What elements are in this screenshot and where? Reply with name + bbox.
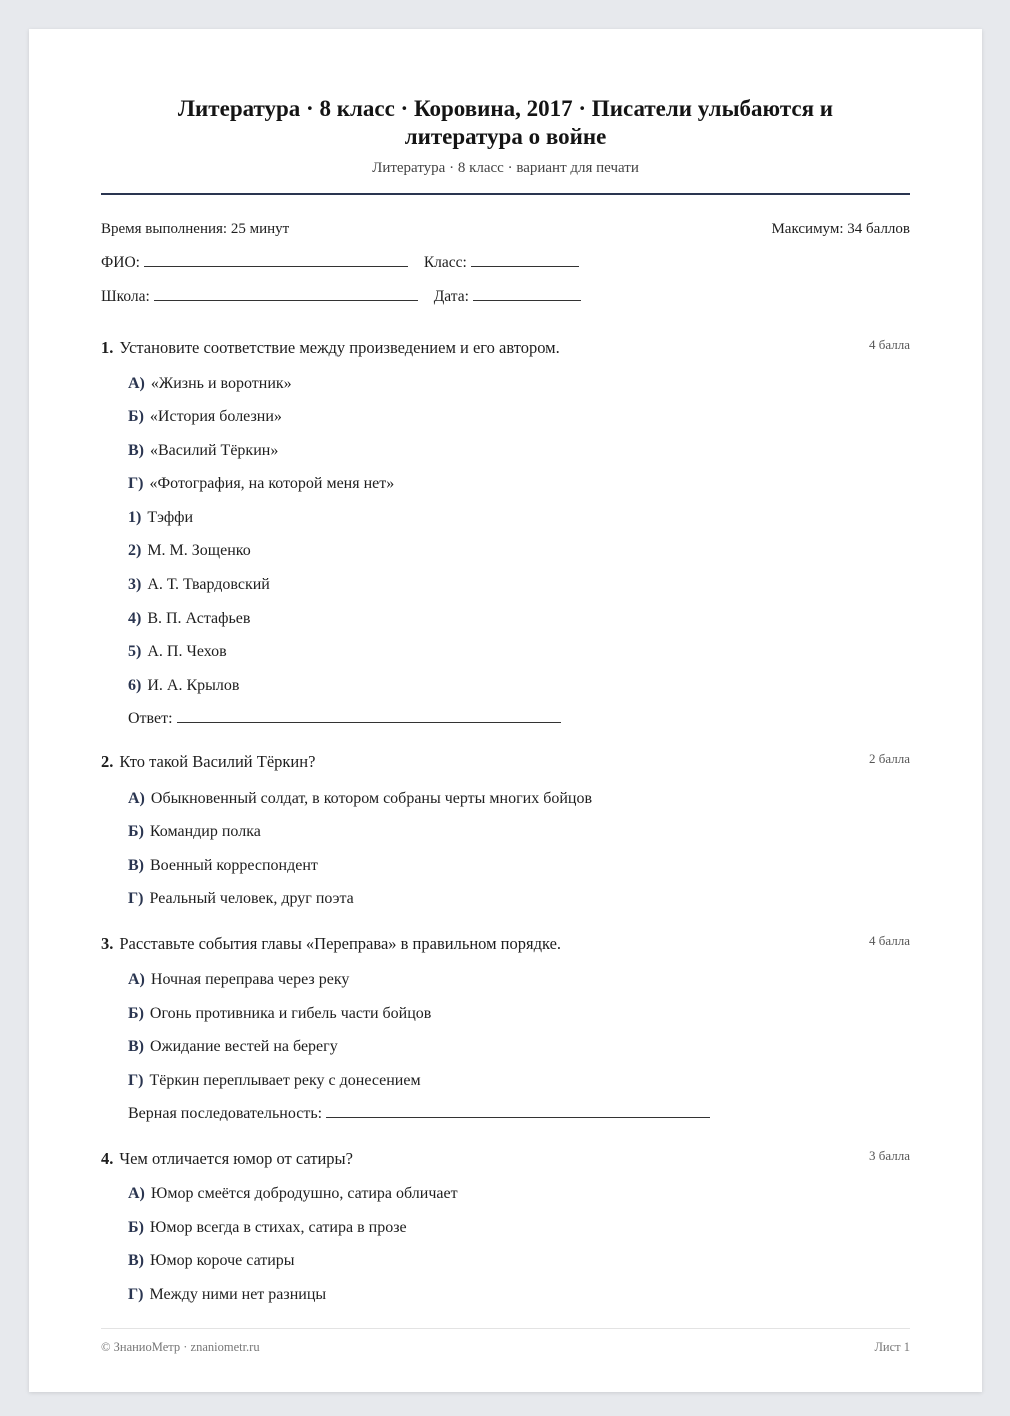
- question-points: 2 балла: [869, 751, 910, 766]
- option-text: Командир полка: [149, 823, 261, 840]
- page-content: [101, 29, 910, 1392]
- question-text: Установите соответствие между произведением и его автором.: [119, 338, 560, 357]
- option-item: [128, 789, 592, 809]
- option-label: В): [128, 1252, 144, 1269]
- option-text: Юмор смеётся добродушно, сатира обличает: [150, 1185, 458, 1202]
- option-text: Ожидание вестей на берегу: [150, 1038, 338, 1055]
- option-item: [128, 1037, 338, 1057]
- option-text: Юмор короче сатиры: [150, 1252, 295, 1269]
- option-label: Г): [128, 1072, 144, 1089]
- fio-line[interactable]: [144, 253, 408, 267]
- answer-row: [128, 709, 561, 729]
- copyright-text: © ЗнаниоМетр · znaniometr.ru: [101, 1340, 260, 1354]
- fio-label: ФИО:: [101, 254, 140, 271]
- option-item: [128, 474, 394, 494]
- option-label: Г): [128, 475, 144, 492]
- option-text: Тёркин переплывает реку с донесением: [149, 1072, 421, 1089]
- option-item: [128, 374, 292, 394]
- option-text: Огонь противника и гибель части бойцов: [149, 1005, 432, 1022]
- option-label: 5): [128, 643, 142, 660]
- fio-class-row: [101, 253, 579, 272]
- option-label: 3): [128, 576, 142, 593]
- school-label: Школа:: [101, 288, 150, 305]
- option-text: И. А. Крылов: [147, 677, 240, 694]
- question-text: Чем отличается юмор от сатиры?: [119, 1149, 353, 1168]
- option-label: Б): [128, 823, 144, 840]
- option-label: Б): [128, 408, 144, 425]
- option-text: В. П. Астафьев: [147, 610, 251, 627]
- option-item: [128, 1218, 407, 1238]
- sheet-number: Лист 1: [874, 1340, 910, 1354]
- question-text: Расставьте события главы «Переправа» в правильном порядке.: [119, 934, 562, 953]
- page-header: [101, 95, 910, 177]
- answer-label: Верная последовательность:: [128, 1105, 323, 1122]
- date-line[interactable]: [473, 287, 581, 301]
- option-item: [128, 407, 282, 427]
- option-item: [128, 889, 354, 909]
- question-header: [101, 752, 910, 772]
- question-header: [101, 1149, 910, 1169]
- question-header: [101, 934, 910, 954]
- option-text: Ночная переправа через реку: [150, 971, 350, 988]
- answer-line[interactable]: [326, 1104, 710, 1118]
- option-text: А. Т. Твардовский: [147, 576, 270, 593]
- option-label: 2): [128, 542, 142, 559]
- option-label: В): [128, 442, 144, 459]
- answer-line[interactable]: [177, 709, 561, 723]
- option-label: 1): [128, 509, 142, 526]
- option-text: «Василий Тёркин»: [150, 442, 279, 459]
- time-limit: Время выполнения: 25 минут: [101, 221, 290, 237]
- answer-row: [128, 1104, 710, 1124]
- option-label: А): [128, 1185, 145, 1202]
- question-points: 4 балла: [869, 337, 910, 352]
- option-text: Тэффи: [147, 509, 194, 526]
- option-text: Между ними нет разницы: [149, 1286, 327, 1303]
- option-text: «История болезни»: [149, 408, 282, 425]
- option-label: Б): [128, 1005, 144, 1022]
- question-text: Кто такой Василий Тёркин?: [119, 752, 316, 771]
- question-points: 4 балла: [869, 933, 910, 948]
- footer-divider: [101, 1328, 910, 1329]
- school-date-row: [101, 287, 581, 306]
- option-item: [128, 541, 251, 561]
- option-text: «Жизнь и воротник»: [150, 375, 292, 392]
- option-label: А): [128, 375, 145, 392]
- answer-label: Ответ:: [128, 710, 173, 727]
- option-label: В): [128, 1038, 144, 1055]
- option-item: [128, 642, 227, 662]
- option-item: [128, 609, 250, 629]
- option-label: В): [128, 857, 144, 874]
- question-number: 1.: [101, 338, 114, 357]
- option-label: Б): [128, 1219, 144, 1236]
- question-1: [101, 337, 910, 727]
- class-label: Класс:: [423, 254, 467, 271]
- option-item: [128, 1285, 326, 1305]
- question-4: [101, 1148, 910, 1303]
- school-line[interactable]: [154, 287, 418, 301]
- option-item: [128, 676, 239, 696]
- question-2: [101, 751, 910, 907]
- option-item: [128, 1251, 295, 1271]
- option-text: Юмор всегда в стихах, сатира в прозе: [149, 1219, 407, 1236]
- option-text: А. П. Чехов: [147, 643, 227, 660]
- option-text: Реальный человек, друг поэта: [149, 890, 354, 907]
- max-score: Максимум: 34 баллов: [771, 221, 910, 237]
- option-label: Г): [128, 1286, 144, 1303]
- option-text: Военный корреспондент: [150, 857, 318, 874]
- class-line[interactable]: [471, 253, 579, 267]
- option-text: М. М. Зощенко: [147, 542, 251, 559]
- option-item: [128, 1071, 421, 1091]
- option-label: 6): [128, 677, 142, 694]
- question-header: [101, 338, 910, 358]
- question-number: 3.: [101, 934, 114, 953]
- option-item: [128, 856, 318, 876]
- question-3: [101, 933, 910, 1122]
- worksheet-page: [29, 29, 982, 1392]
- question-number: 4.: [101, 1149, 114, 1168]
- page-subtitle: Литература · 8 класс · вариант для печати: [372, 160, 639, 176]
- option-item: [128, 441, 278, 461]
- option-item: [128, 822, 261, 842]
- option-label: Г): [128, 890, 144, 907]
- page-title: Литература · 8 класс · Коровина, 2017 · Писатели улыбаются и литература о войне: [177, 96, 834, 149]
- question-number: 2.: [101, 752, 114, 771]
- date-label: Дата:: [433, 288, 469, 305]
- option-item: [128, 970, 349, 990]
- question-points: 3 балла: [869, 1148, 910, 1163]
- option-text: Обыкновенный солдат, в котором собраны черты многих бойцов: [150, 790, 593, 807]
- header-divider: [101, 193, 910, 195]
- option-item: [128, 1004, 431, 1024]
- option-item: [128, 508, 193, 528]
- option-label: 4): [128, 610, 142, 627]
- option-item: [128, 575, 270, 595]
- option-label: А): [128, 790, 145, 807]
- option-label: А): [128, 971, 145, 988]
- option-text: «Фотография, на которой меня нет»: [149, 475, 395, 492]
- option-item: [128, 1184, 458, 1204]
